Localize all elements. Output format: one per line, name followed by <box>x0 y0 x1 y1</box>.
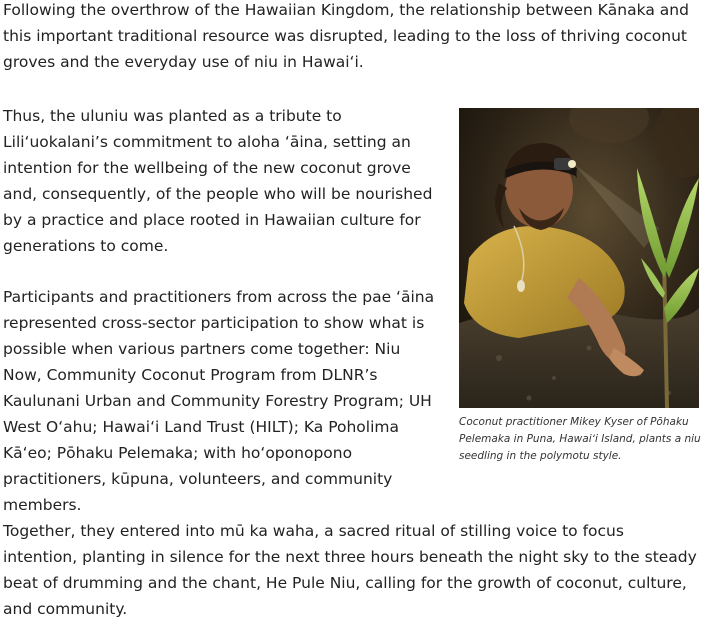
paragraph-uluniu-tribute: Thus, the uluniu was planted as a tribute to Liliʻuokalani’s commitment to aloha ʻāina, setting an intention for the wellbeing of the new coconut grove and, consequently, of the people who will be nourished by a practice and place rooted in Hawaiian culture for generations to come. <box>3 107 433 255</box>
paragraph-participants: Participants and practitioners from across the pae ʻāina represented cross-sector participation to show what is possible when various partners come together: Niu Now, Community Coconut Program from DLNR’s Kaulunani Urban and Community Forestry Program; UH West Oʻahu; Hawaiʻi Land Trust (HILT); Ka Poholima Kāʻeo; Pōhaku Pelemaka; with hoʻoponopono practitioners, kūpuna, volunteers, and community members. <box>3 288 435 514</box>
photo-illustration <box>459 108 699 408</box>
coconut-practitioner-photo <box>459 108 699 408</box>
photo-figure <box>459 108 701 465</box>
paragraph-overthrow: Following the overthrow of the Hawaiian Kingdom, the relationship between Kānaka and this important traditional resource was disrupted, leading to the loss of thriving coconut groves and the everyday use of niu in Hawaiʻi. <box>3 1 689 71</box>
paragraph-mu-ka-waha: Together, they entered into mū ka waha, a sacred ritual of stilling voice to focus intention, planting in silence for the next three hours beneath the night sky to the steady beat of drumming and the chant, He Pule Niu, calling for the growth of coconut, culture, and community. <box>3 522 697 618</box>
photo-caption: Coconut practitioner Mikey Kyser of Pōhaku Pelemaka in Puna, Hawaiʻi Island, plants a niu seedling in the polymotu style. <box>459 416 701 462</box>
